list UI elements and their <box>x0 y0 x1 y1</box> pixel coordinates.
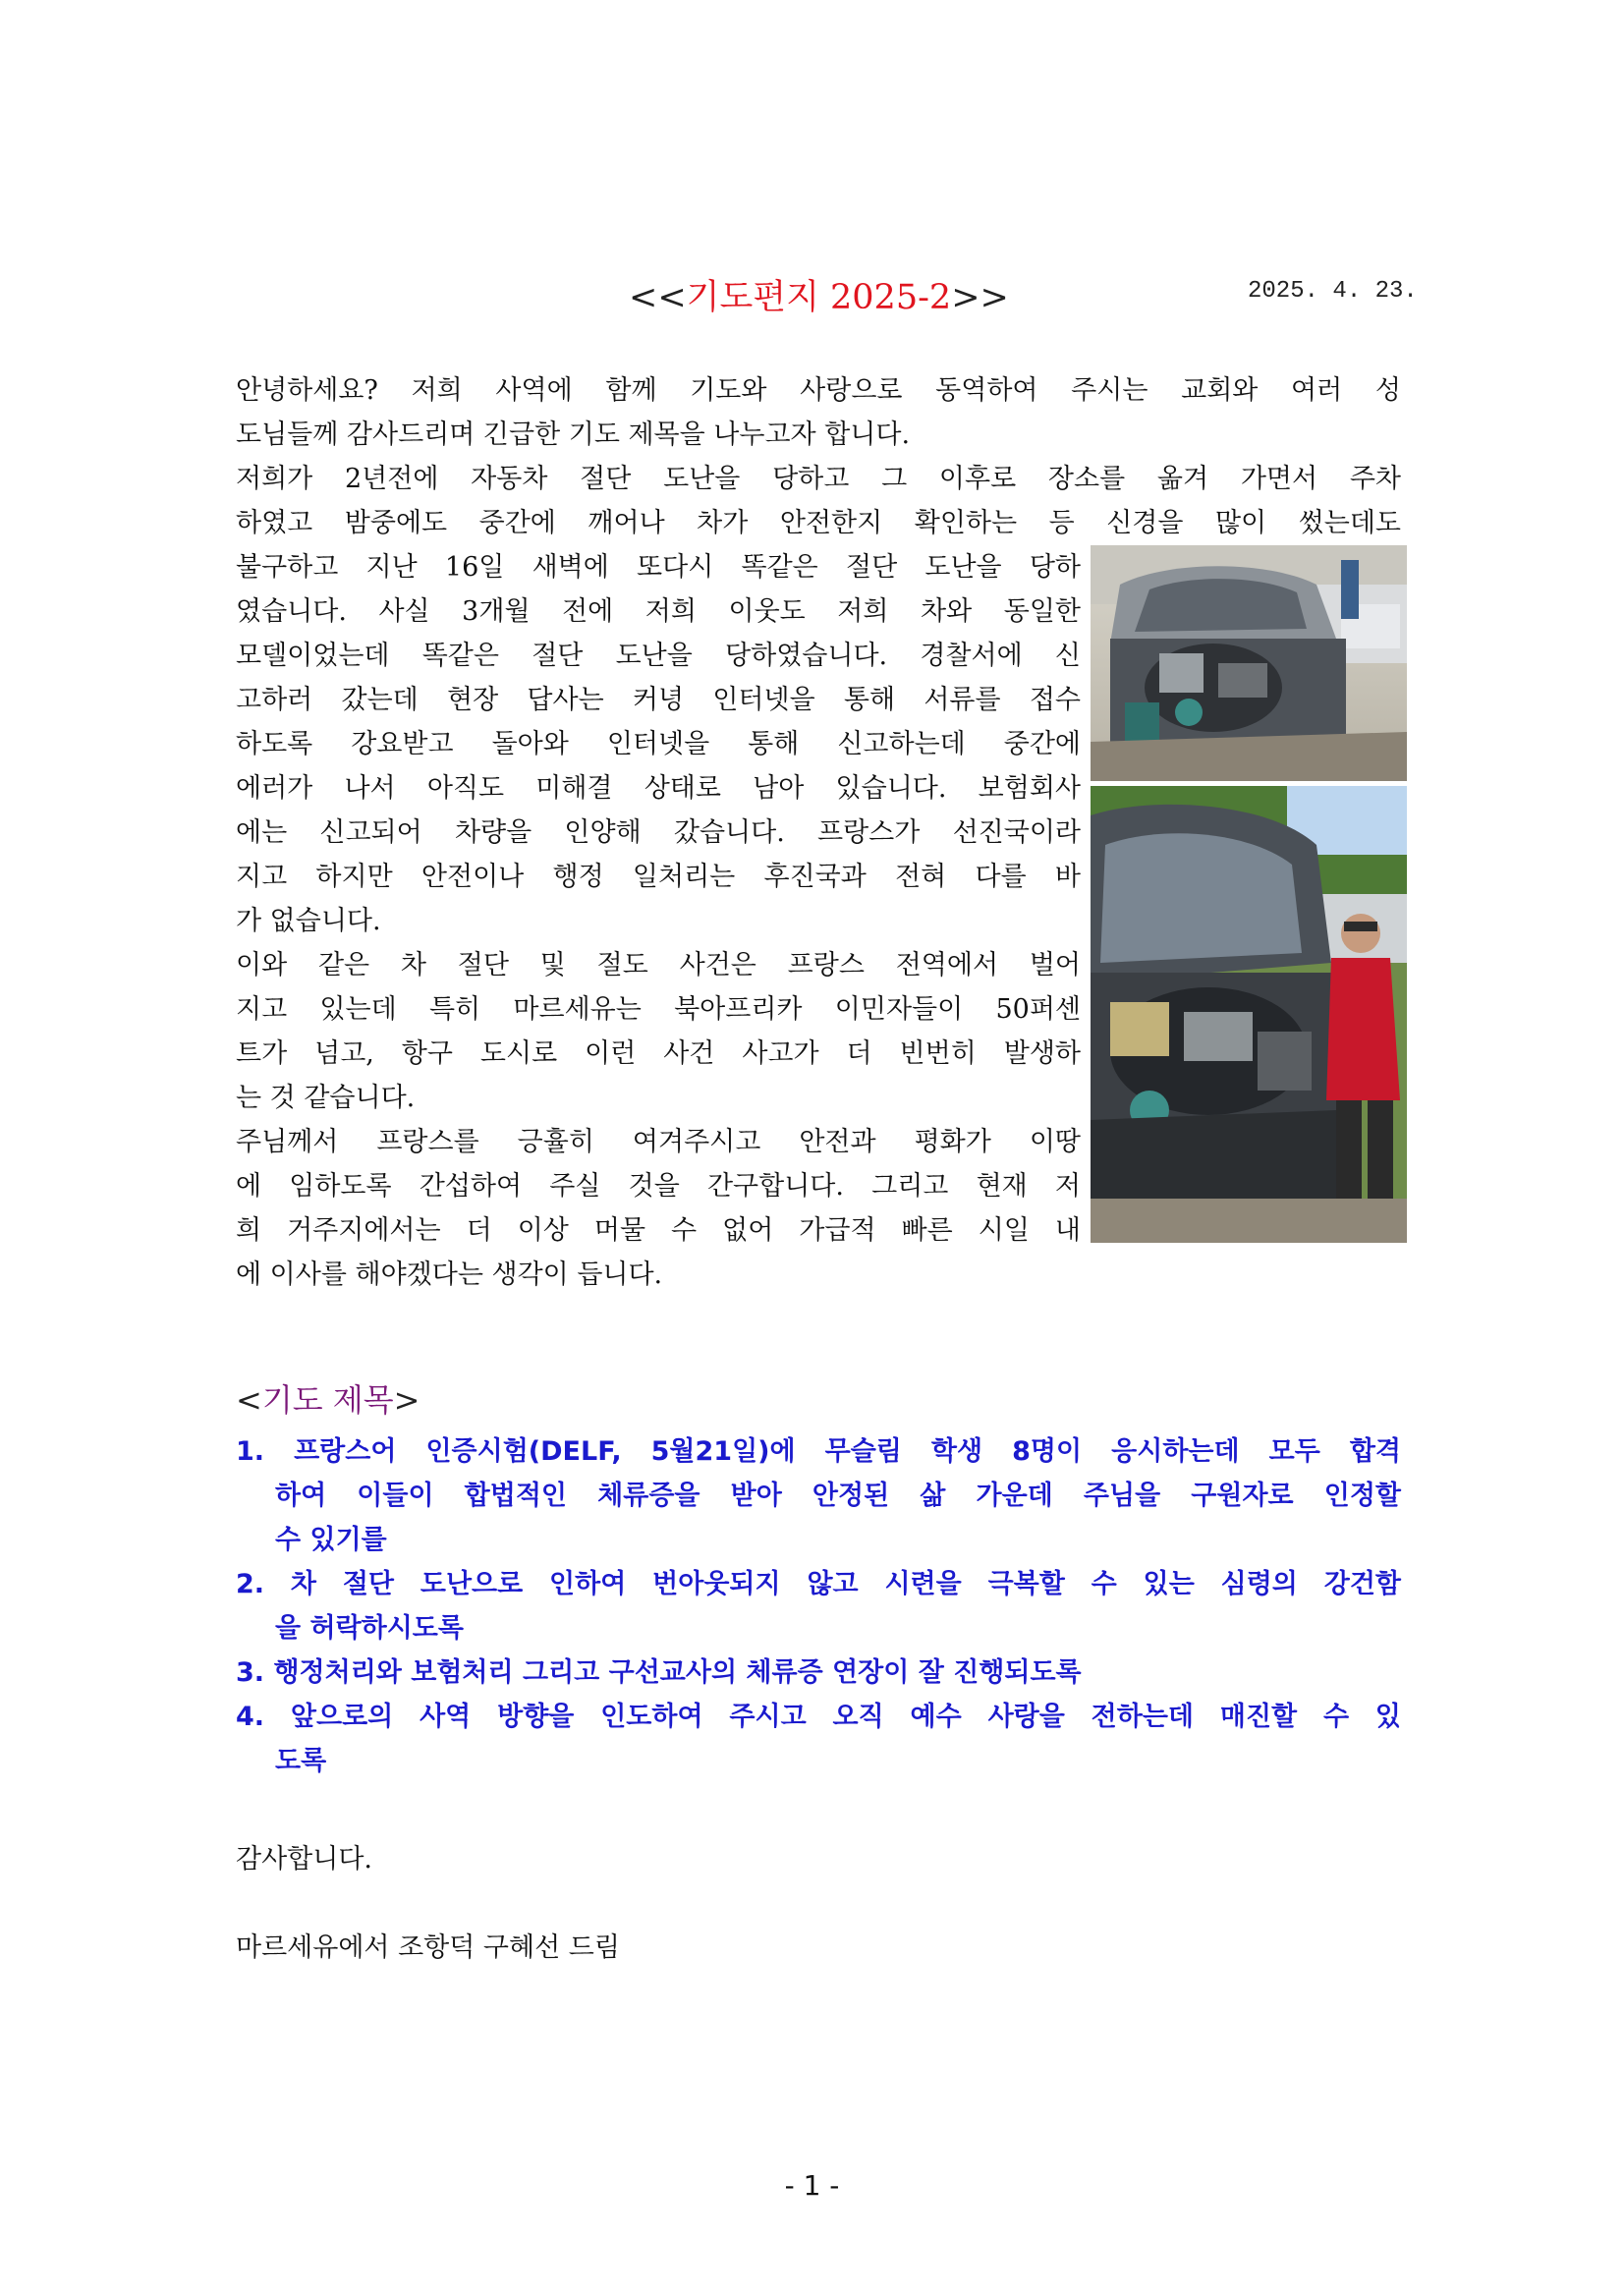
title-suffix: >> <box>951 278 1009 317</box>
body-line: 트가 넘고, 항구 도시로 이런 사건 사고가 더 빈번히 발생하 <box>236 1038 1081 1069</box>
prayer-heading <box>236 1375 420 1421</box>
body-line: 였습니다. 사실 3개월 전에 저희 이웃도 저희 차와 동일한 <box>236 596 1081 627</box>
body-line: 하도록 강요받고 돌아와 인터넷을 통해 신고하는데 중간에 <box>236 729 1081 759</box>
prayer-item-line: 을 허락하시도록 <box>275 1613 464 1644</box>
prayer-heading-main: 기도 제목 <box>261 1381 394 1419</box>
body-line: 불구하고 지난 16일 새벽에 또다시 똑같은 절단 도난을 당하 <box>236 552 1081 583</box>
prayer-item-line: 2. 차 절단 도난으로 인하여 번아웃되지 않고 시련을 극복할 수 있는 심령의 강건함 <box>236 1569 1401 1599</box>
prayer-item-line: 1. 프랑스어 인증시험(DELF, 5월21일)에 무슬림 학생 8명이 응시하는데 모두 합격 <box>236 1436 1401 1467</box>
closing-thanks: 감사합니다. <box>236 1844 372 1875</box>
damaged-car-photo-2 <box>1091 786 1407 1243</box>
title-prefix: << <box>629 278 687 317</box>
prayer-item-line: 도록 <box>275 1746 327 1776</box>
prayer-item-line: 하여 이들이 합법적인 체류증을 받아 안정된 삶 가운데 주님을 구원자로 인정할 <box>275 1481 1401 1511</box>
body-line: 에 이사를 해야겠다는 생각이 듭니다. <box>236 1259 663 1290</box>
body-line: 모델이었는데 똑같은 절단 도난을 당하였습니다. 경찰서에 신 <box>236 641 1081 671</box>
closing-signature: 마르세유에서 조항덕 구혜선 드림 <box>236 1932 620 1963</box>
page-number: - 1 - <box>784 2169 840 2202</box>
body-line: 는 것 같습니다. <box>236 1083 416 1113</box>
prayer-heading-open: < <box>236 1381 262 1419</box>
body-line: 저희가 2년전에 자동차 절단 도난을 당하고 그 이후로 장소를 옮겨 가면서 주차 <box>236 464 1401 494</box>
body-line: 에러가 나서 아직도 미해결 상태로 남아 있습니다. 보험회사 <box>236 773 1081 804</box>
body-line: 하였고 밤중에도 중간에 깨어나 차가 안전한지 확인하는 등 신경을 많이 썼는데도 <box>236 508 1401 538</box>
letter-title <box>629 270 1009 319</box>
prayer-item-line: 수 있기를 <box>275 1525 387 1555</box>
body-line: 주님께서 프랑스를 긍휼히 여겨주시고 안전과 평화가 이땅 <box>236 1127 1081 1157</box>
body-line: 지고 있는데 특히 마르세유는 북아프리카 이민자들이 50퍼센 <box>236 994 1081 1025</box>
body-line: 에 임하도록 간섭하여 주실 것을 간구합니다. 그리고 현재 저 <box>236 1171 1081 1202</box>
damaged-car-photo-1 <box>1091 545 1407 781</box>
body-line: 도님들께 감사드리며 긴급한 기도 제목을 나누고자 합니다. <box>236 420 911 450</box>
body-line: 희 거주지에서는 더 이상 머물 수 없어 가급적 빠른 시일 내 <box>236 1215 1081 1246</box>
letter-date: 2025. 4. 23. <box>1248 278 1418 305</box>
prayer-item-line: 3. 행정처리와 보험처리 그리고 구선교사의 체류증 연장이 잘 진행되도록 <box>236 1657 1082 1688</box>
body-line: 가 없습니다. <box>236 906 381 936</box>
prayer-heading-close: > <box>393 1381 420 1419</box>
body-line: 이와 같은 차 절단 및 절도 사건은 프랑스 전역에서 벌어 <box>236 950 1081 980</box>
body-line: 안녕하세요? 저희 사역에 함께 기도와 사랑으로 동역하여 주시는 교회와 여러 성 <box>236 375 1401 406</box>
body-line: 에는 신고되어 차량을 인양해 갔습니다. 프랑스가 선진국이라 <box>236 817 1081 848</box>
title-main: 기도편지 2025-2 <box>686 278 952 317</box>
body-line: 고하러 갔는데 현장 답사는 커녕 인터넷을 통해 서류를 접수 <box>236 685 1081 715</box>
prayer-item-line: 4. 앞으로의 사역 방향을 인도하여 주시고 오직 예수 사랑을 전하는데 매진할 수 있 <box>236 1702 1401 1732</box>
body-line: 지고 하지만 안전이나 행정 일처리는 후진국과 전혀 다를 바 <box>236 862 1081 892</box>
